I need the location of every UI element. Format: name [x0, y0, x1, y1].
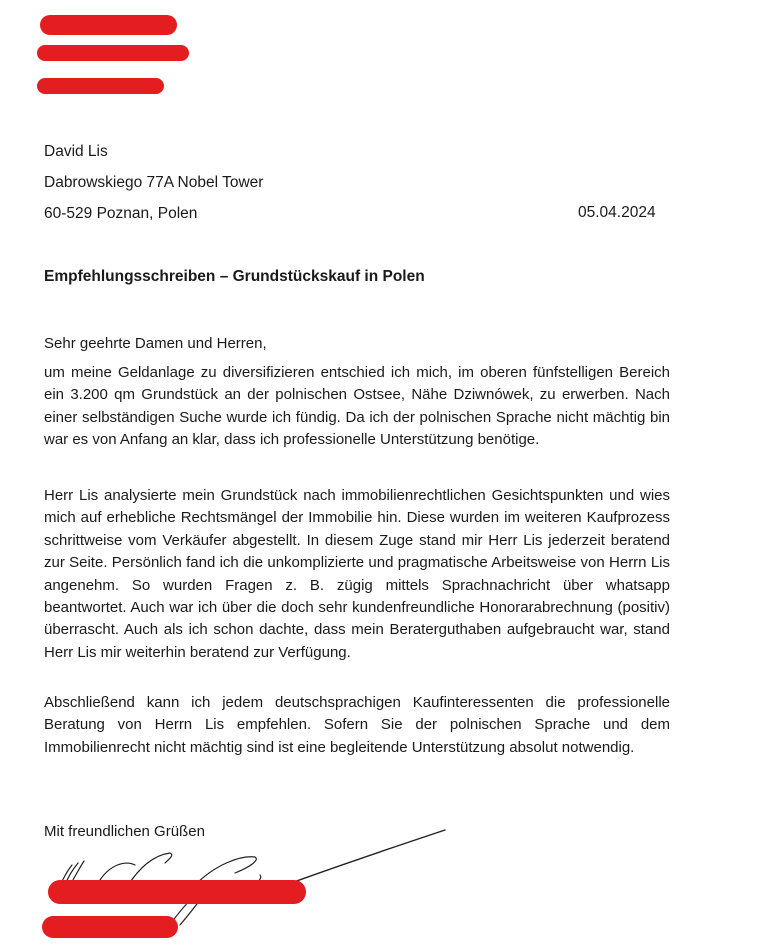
redaction-bar-signature-title	[42, 916, 178, 938]
body-paragraph-1: um meine Geldanlage zu diversifizieren entschied ich mich, im oberen fünfstelligen Bereich ein 3.200 qm Grundstück an der polnischen Ostsee, Nähe Dziwnówek, zu erwerben. Nach einer selbständigen Suche wurde ich fündig. Da ich der polnischen Sprache nicht mächtig bin war es von Anfang an klar, dass ich professionelle Unterstützung benötige.	[44, 364, 670, 449]
redaction-bar-sender-city	[37, 78, 164, 94]
redaction-bar-signature-name	[48, 880, 306, 904]
recipient-street: Dabrowskiego 77A Nobel Tower	[44, 174, 264, 191]
recipient-name: David Lis	[44, 143, 108, 160]
closing: Mit freundlichen Grüßen	[44, 823, 205, 840]
recipient-city: 60-529 Poznan, Polen	[44, 205, 198, 222]
letter-date: 05.04.2024	[578, 204, 656, 221]
body-paragraph-2: Herr Lis analysierte mein Grundstück nach immobilienrechtlichen Gesichtspunkten und wies mich auf erhebliche Rechtsmängel der Immobilie hin. Diese wurden im weiteren Kaufprozess schrittweise vom Verkäufer abgestellt. In diesem Zuge stand mir Herr Lis jederzeit beratend zur Seite. Persönlich fand ich die unkomplizierte und pragmatische Arbeitsweise von Herrn Lis angenehm. So wurden Fragen z. B. zügig mittels Sprachnachricht über whatsapp beantwortet. Auch war ich über die doch sehr kundenfreundliche Honorarabrechnung (positiv) überrascht. Auch als ich schon dachte, dass mein Beraterguthaben aufgebraucht war, stand Herr Lis mir weiterhin beratend zur Verfügung.	[44, 487, 670, 661]
redaction-bar-sender-street	[37, 45, 189, 61]
redaction-bar-sender-name	[40, 15, 177, 35]
body-paragraph-3: Abschließend kann ich jedem deutschsprachigen Kaufinteressenten die professionelle Beratung von Herrn Lis empfehlen. Sofern Sie der polnischen Sprache und dem Immobilienrecht nicht mächtig sind ist eine begleitende Unterstützung absolut notwendig.	[44, 694, 670, 756]
letter-subject: Empfehlungsschreiben – Grundstückskauf in Polen	[44, 268, 425, 285]
salutation: Sehr geehrte Damen und Herren,	[44, 335, 267, 352]
